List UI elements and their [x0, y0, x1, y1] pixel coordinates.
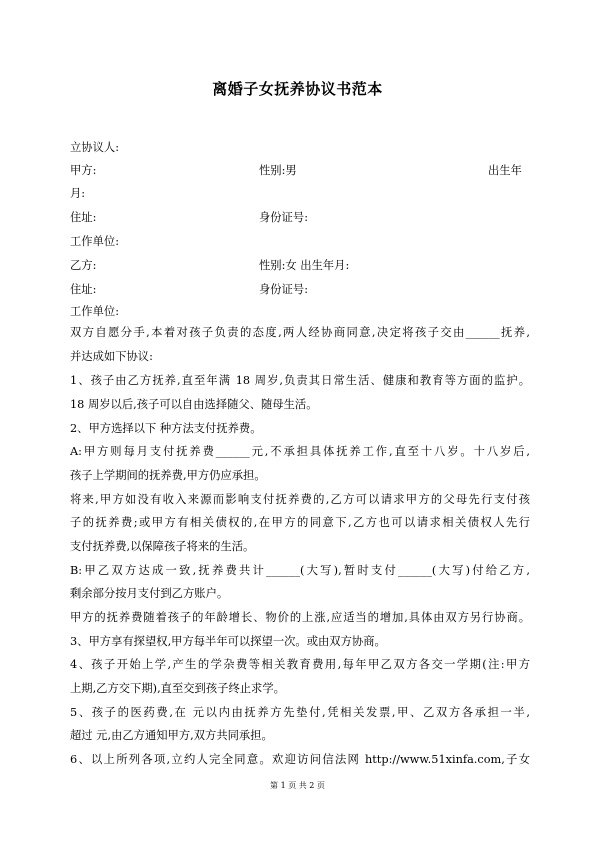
party-b-id: 身份证号: — [259, 283, 308, 296]
party-b-work: 工作单位: — [70, 305, 119, 318]
clause-4-line-1: 4、孩子开始上学,产生的学杂费等相关教育费用,每年甲乙双方各交一学期(注:甲方 — [70, 658, 530, 671]
page-footer: 第 1 页 共 2 页 — [270, 781, 325, 790]
document-title: 离婚子女抚养协议书范本 — [212, 80, 383, 98]
party-b-row — [70, 256, 530, 276]
clause-5-line-1: 5、孩子的医药费,在 元以内由抚养方先垫付,凭相关发票,甲、乙双方各承担一半, — [70, 706, 530, 719]
party-a-address: 住址: — [70, 211, 97, 224]
option-a-line-1: A:甲方则每月支付抚养费______元,不承担具体抚养工作,直至十八岁。十八岁后, — [70, 445, 530, 458]
party-a-work: 工作单位: — [70, 235, 119, 248]
party-a-row — [70, 161, 530, 181]
clause-1-line-2: 18 周岁以后,孩子可以自由选择随父、随母生活。 — [70, 398, 318, 411]
option-b-line-2: 剩余部分按月支付到乙方账户。 — [70, 587, 229, 600]
fallback-line-2: 子的抚养费;或甲方有相关债权的,在甲方的同意下,乙方也可以请求相关债权人先行 — [70, 516, 530, 529]
party-b-address: 住址: — [70, 283, 97, 296]
clause-2-line-1: 2、甲方选择以下 种方法支付抚养费。 — [70, 422, 262, 435]
party-b-gender: 性别:女 出生年月: — [259, 259, 350, 272]
party-a-birth-cont: 月: — [70, 187, 86, 200]
clause-6-line-1: 6、以上所列各项,立约人完全同意。欢迎访问信法网 http://www.51xinfa.com,子女 — [70, 753, 530, 766]
parties-heading: 立协议人: — [70, 141, 119, 154]
party-b-address-row — [70, 280, 530, 300]
party-b-label: 乙方: — [70, 259, 97, 272]
party-a-label: 甲方: — [70, 164, 97, 177]
party-a-id: 身份证号: — [259, 211, 308, 224]
fallback-line-1: 将来,甲方如没有收入来源而影响支付抚养费的,乙方可以请求甲方的父母先行支付孩 — [70, 493, 530, 506]
clause-1-line-1: 1、孩子由乙方抚养,直至年满 18 周岁,负责其日常生活、健康和教育等方面的监护。 — [70, 374, 530, 387]
option-a-line-2: 孩子上学期间的抚养费,甲方仍应承担。 — [70, 469, 266, 482]
intro-line-1: 双方自愿分手,本着对孩子负责的态度,两人经协商同意,决定将孩子交由______抚养, — [70, 326, 530, 339]
party-a-birth: 出生年 — [488, 164, 522, 177]
intro-line-2: 并达成如下协议: — [70, 350, 153, 363]
option-b-line-1: B:甲乙双方达成一致,抚养费共计______(大写),暂时支付______(大写)付给乙方, — [70, 564, 530, 577]
increase-line-1: 甲方的抚养费随着孩子的年龄增长、物价的上涨,应适当的增加,具体由双方另行协商。 — [70, 611, 530, 624]
party-a-gender: 性别:男 — [259, 164, 297, 177]
party-a-address-row — [70, 208, 530, 228]
clause-5-line-2: 超过 元,由乙方通知甲方,双方共同承担。 — [70, 729, 273, 742]
fallback-line-3: 支付抚养费,以保障孩子将来的生活。 — [70, 540, 255, 553]
clause-4-line-2: 上期,乙方交下期),直至交到孩子终止求学。 — [70, 682, 285, 695]
clause-3-line-1: 3、甲方享有探望权,甲方每半年可以探望一次。或由双方协商。 — [70, 635, 386, 648]
